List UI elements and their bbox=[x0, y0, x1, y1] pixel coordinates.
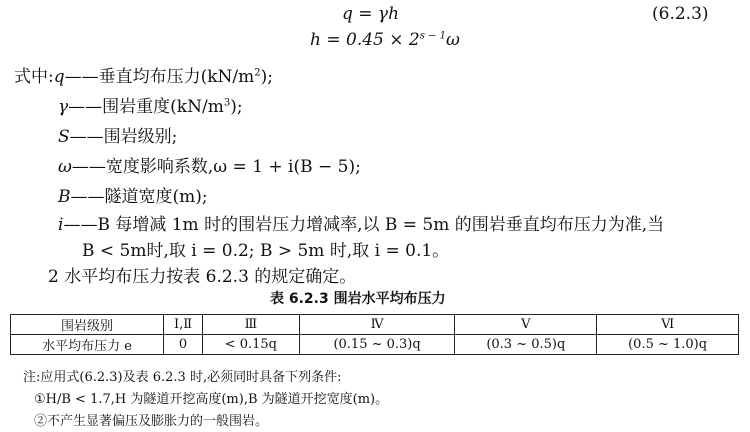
table-caption: 表 6.2.3 围岩水平均布压力 bbox=[270, 291, 446, 307]
definition-omega: ω——宽度影响系数,ω = 1 + i(B − 5); bbox=[58, 157, 361, 177]
definition-i-continuation: B < 5m时,取 i = 0.2; B > 5m 时,取 i = 0.1。 bbox=[82, 241, 450, 261]
table-cell: (0.3 ~ 0.5)q bbox=[455, 335, 597, 355]
note-title: 注:应用式(6.2.3)及表 6.2.3 时,必须同时具备下列条件: bbox=[23, 370, 342, 385]
pressure-table bbox=[10, 314, 739, 355]
table-row bbox=[11, 335, 739, 355]
definition-q: 式中:q——垂直均布压力$(kN/m^2)$; bbox=[14, 67, 274, 87]
table-cell: (0.15 ~ 0.3)q bbox=[299, 335, 455, 355]
table-header-cell: Ⅴ bbox=[455, 315, 597, 335]
definition-b: B——隧道宽度(m); bbox=[58, 187, 208, 207]
clause-2: 2 水平均布压力按表 6.2.3 的规定确定。 bbox=[48, 267, 357, 287]
table-cell: (0.5 ~ 1.0)q bbox=[597, 335, 739, 355]
note-item-1: ①H/B < 1.7,H 为隧道开挖高度(m),B 为隧道开挖宽度(m)。 bbox=[34, 392, 389, 407]
note-item-2: ②不产生显著偏压及膨胀力的一般围岩。 bbox=[34, 414, 269, 429]
formula-number: (6.2.3) bbox=[652, 4, 709, 24]
table-header-cell: Ⅲ bbox=[203, 315, 300, 335]
definition-i: i——B 每增减 1m 时的围岩压力增减率,以 B = 5m 的围岩垂直均布压力为准,当 bbox=[58, 215, 665, 235]
table-cell: < 0.15q bbox=[203, 335, 300, 355]
definition-gamma: γ——围岩重度$(kN/m^3)$; bbox=[58, 97, 243, 117]
table-header-row bbox=[11, 315, 739, 335]
table-header-cell: 围岩级别 bbox=[11, 315, 164, 335]
formula-q: q = γh bbox=[342, 4, 400, 24]
definition-s: S——围岩级别; bbox=[58, 127, 178, 147]
table-header-cell: Ⅰ,Ⅱ bbox=[164, 315, 203, 335]
table-header-cell: Ⅵ bbox=[597, 315, 739, 335]
formula-h: $h = 0.45 \times 2^{s - 1}\omega$ bbox=[310, 30, 460, 50]
table-cell: 水平均布压力 e bbox=[11, 335, 164, 355]
table-header-cell: Ⅳ bbox=[299, 315, 455, 335]
table-cell: 0 bbox=[164, 335, 203, 355]
